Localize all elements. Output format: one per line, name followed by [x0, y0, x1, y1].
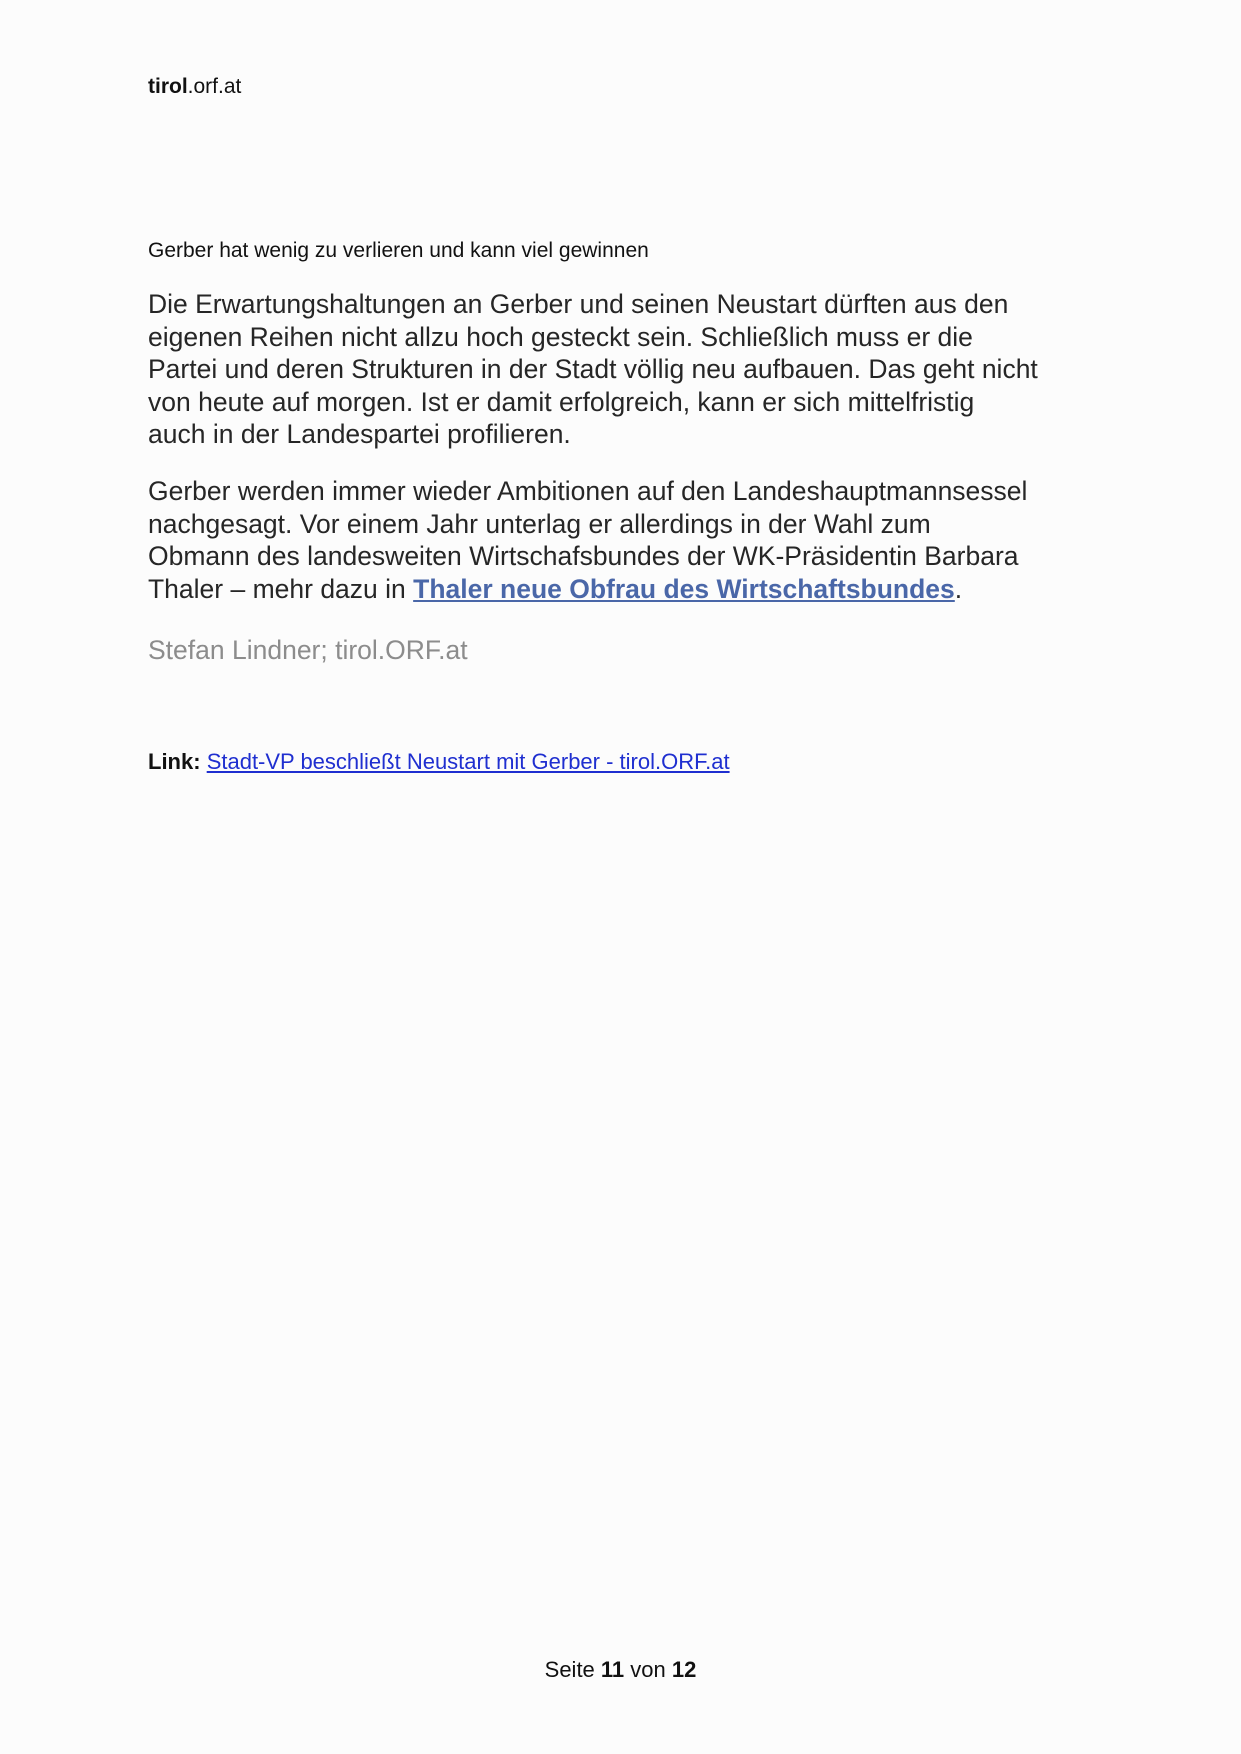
page-number-middle: von [624, 1657, 672, 1682]
source-article-link[interactable]: Stadt-VP beschließt Neustart mit Gerber - tirol.ORF.at [206, 749, 730, 774]
paragraph-line: Die Erwartungshaltungen an Gerber und seinen Neustart dürften aus den [148, 289, 1009, 319]
paragraph-line-suffix: . [954, 573, 963, 604]
site-name-bold: tirol [148, 75, 188, 98]
paragraph-line: Partei und deren Strukturen in der Stadt völlig neu aufbauen. Das geht nicht [148, 354, 1038, 384]
site-name-domain: .orf.at [187, 75, 242, 98]
site-header [148, 74, 241, 100]
source-link-label: Link: [148, 749, 201, 774]
paragraph-line: von heute auf morgen. Ist er damit erfolgreich, kann er sich mittelfristig [148, 386, 975, 417]
paragraph-line: Obmann des landesweiten Wirtschafsbundes der WK-Präsidentin Barbara [148, 541, 1019, 571]
page-footer [0, 1656, 1241, 1684]
source-link-line [148, 748, 730, 776]
article-paragraph-2 [148, 475, 1108, 605]
page-number-prefix: Seite [544, 1657, 601, 1682]
article-subheading: Gerber hat wenig zu verlieren und kann viel gewinnen [148, 239, 649, 262]
article-author: Stefan Lindner; tirol.ORF.at [148, 635, 468, 665]
paragraph-line: Gerber werden immer wieder Ambitionen auf den Landeshauptmannsessel [148, 476, 1028, 506]
paragraph-line-prefix: Thaler – mehr dazu in [148, 573, 414, 604]
related-article-link[interactable]: Thaler neue Obfrau des Wirtschaftsbundes [413, 573, 955, 604]
paragraph-line-with-link [148, 573, 1108, 606]
total-page-count: 12 [671, 1657, 697, 1682]
paragraph-line: nachgesagt. Vor einem Jahr unterlag er allerdings in der Wahl zum [148, 508, 931, 539]
paragraph-line: eigenen Reihen nicht allzu hoch gesteckt sein. Schließlich muss er die [148, 321, 973, 352]
current-page-number: 11 [600, 1657, 625, 1682]
article-paragraph-1 [148, 288, 1108, 451]
paragraph-line: auch in der Landespartei profilieren. [148, 419, 571, 449]
